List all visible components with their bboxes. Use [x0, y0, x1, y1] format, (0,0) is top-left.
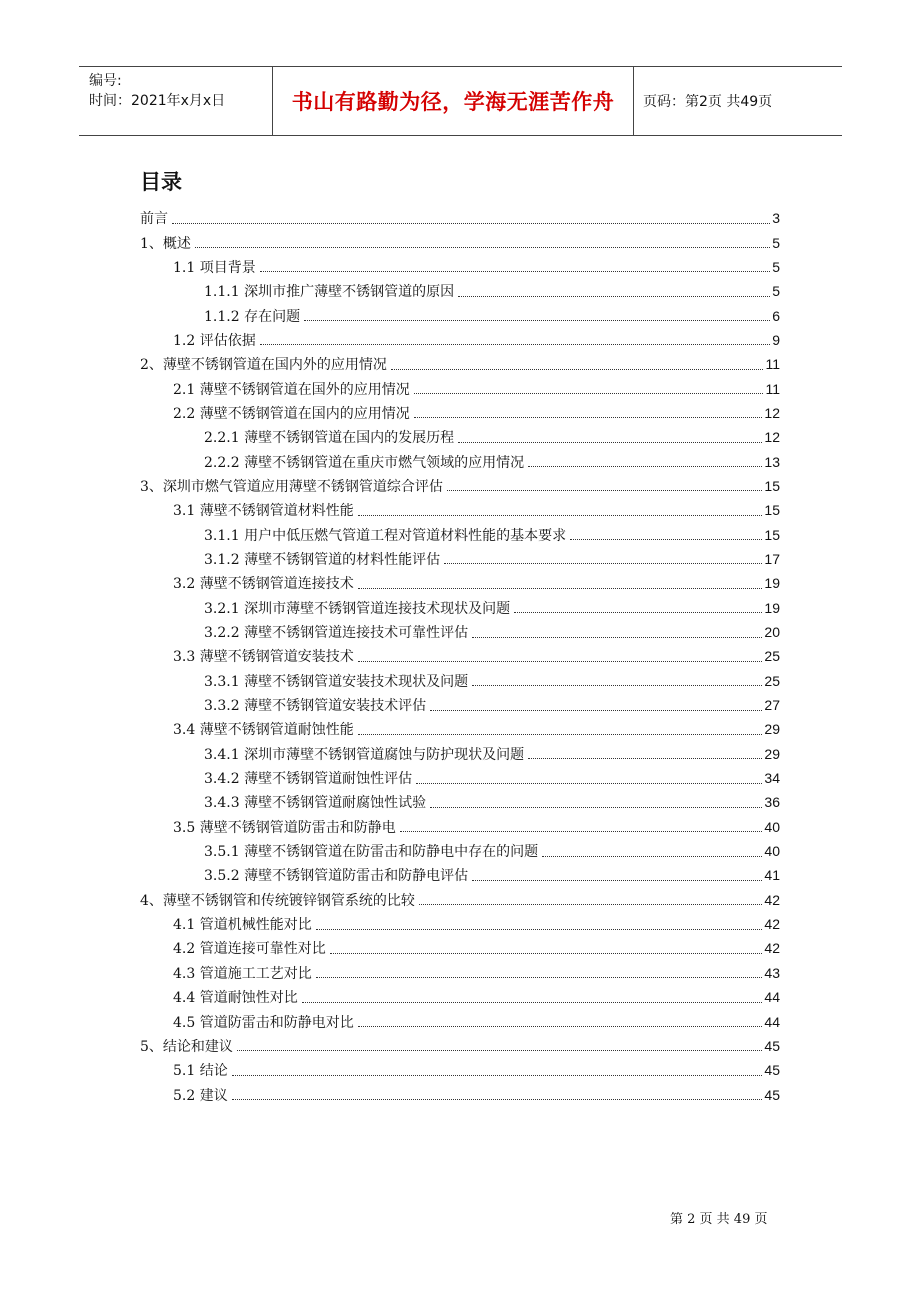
toc-dot-leader	[316, 919, 763, 930]
toc-entry[interactable]	[140, 1082, 780, 1106]
toc-entry-page: 42	[764, 916, 780, 933]
toc-dot-leader	[414, 407, 763, 418]
toc-entry-label: 5.2 建议	[173, 1087, 228, 1104]
toc-entry-label: 3.5.2 薄壁不锈钢管道防雷击和防静电评估	[204, 868, 469, 885]
toc-dot-leader	[419, 894, 763, 905]
toc-entry-page: 45	[764, 1086, 780, 1103]
toc-dot-leader	[430, 797, 762, 808]
toc-entry[interactable]	[140, 230, 780, 254]
toc-dot-leader	[172, 213, 770, 224]
toc-entry-label: 3.2.2 薄壁不锈钢管道连接技术可靠性评估	[204, 625, 469, 642]
toc-entry-label: 4.2 管道连接可靠性对比	[173, 941, 326, 958]
toc-entry-page: 15	[764, 502, 780, 519]
toc-dot-leader	[472, 627, 762, 638]
toc-entry-page: 5	[772, 234, 780, 251]
toc-dot-leader	[232, 1065, 763, 1076]
toc-entry-label: 3.2 薄壁不锈钢管道连接技术	[173, 576, 354, 593]
toc-dot-leader	[260, 261, 770, 272]
toc-dot-leader	[302, 992, 763, 1003]
toc-entry[interactable]	[140, 328, 780, 352]
toc-entry-label: 4、薄壁不锈钢管和传统镀锌钢管系统的比较	[140, 892, 415, 909]
toc-entry-page: 9	[772, 331, 780, 348]
toc-entry-page: 20	[764, 624, 780, 641]
toc-dot-leader	[416, 773, 762, 784]
toc-entry-label: 3.2.1 深圳市薄壁不锈钢管道连接技术现状及问题	[204, 600, 511, 617]
toc-dot-leader	[391, 359, 764, 370]
toc-dot-leader	[570, 529, 762, 540]
header-meta	[79, 67, 272, 135]
toc-entry-page: 41	[764, 867, 780, 884]
toc-entry-page: 40	[764, 818, 780, 835]
toc-entry[interactable]	[140, 279, 780, 303]
toc-entry[interactable]	[140, 1009, 780, 1033]
toc-dot-leader	[528, 748, 762, 759]
toc-entry-page: 45	[764, 1062, 780, 1079]
toc-entry[interactable]	[140, 1058, 780, 1082]
toc-entry-label: 4.1 管道机械性能对比	[173, 917, 312, 934]
toc-entry[interactable]	[140, 669, 780, 693]
toc-dot-leader	[330, 943, 763, 954]
toc-entry-page: 44	[764, 989, 780, 1006]
toc-entry[interactable]	[140, 303, 780, 327]
toc-dot-leader	[195, 237, 770, 248]
toc-dot-leader	[430, 700, 762, 711]
toc-entry[interactable]	[140, 498, 780, 522]
toc-entry[interactable]	[140, 206, 780, 230]
toc-entry-label: 2.2 薄壁不锈钢管道在国内的应用情况	[173, 405, 410, 422]
toc-entry-page: 15	[764, 477, 780, 494]
toc-entry[interactable]	[140, 425, 780, 449]
toc-entry[interactable]	[140, 766, 780, 790]
toc-entry[interactable]	[140, 742, 780, 766]
toc-entry-label: 5、结论和建议	[140, 1038, 233, 1055]
toc-entry-label: 3.3.2 薄壁不锈钢管道安装技术评估	[204, 698, 427, 715]
toc-entry-label: 1.1 项目背景	[173, 259, 256, 276]
toc-entry[interactable]	[140, 620, 780, 644]
toc-entry-label: 3、深圳市燃气管道应用薄壁不锈钢管道综合评估	[140, 478, 443, 495]
page-footer: 第 2 页 共 49 页	[670, 1212, 768, 1227]
toc-dot-leader	[304, 310, 770, 321]
toc-entry-page: 17	[764, 550, 780, 567]
toc-entry-page: 25	[764, 672, 780, 689]
toc-entry[interactable]	[140, 474, 780, 498]
toc-dot-leader	[542, 846, 762, 857]
toc-dot-leader	[444, 553, 762, 564]
toc-dot-leader	[447, 480, 763, 491]
serial-number-label: 编号:	[89, 73, 122, 89]
toc-entry-label: 2、薄壁不锈钢管道在国内外的应用情况	[140, 357, 387, 374]
toc-entry-page: 25	[764, 648, 780, 665]
toc-dot-leader	[232, 1089, 763, 1100]
toc-entry-page: 15	[764, 526, 780, 543]
toc-entry[interactable]	[140, 839, 780, 863]
toc-dot-leader	[358, 578, 763, 589]
toc-dot-leader	[358, 1016, 763, 1027]
toc-entry-label: 3.1.2 薄壁不锈钢管道的材料性能评估	[204, 551, 441, 568]
toc-entry-page: 40	[764, 843, 780, 860]
toc-entry-page: 42	[764, 891, 780, 908]
toc-entry[interactable]	[140, 1034, 780, 1058]
toc-dot-leader	[260, 334, 770, 345]
table-of-contents	[140, 206, 780, 1107]
toc-entry-page: 6	[772, 307, 780, 324]
header-page-info: 页码：第2页 共49页	[643, 94, 773, 110]
toc-dot-leader	[528, 456, 762, 467]
toc-entry[interactable]	[140, 717, 780, 741]
toc-entry-page: 27	[764, 697, 780, 714]
document-header	[79, 66, 842, 136]
toc-entry-label: 3.3 薄壁不锈钢管道安装技术	[173, 649, 354, 666]
toc-entry-label: 2.1 薄壁不锈钢管道在国外的应用情况	[173, 381, 410, 398]
toc-entry-label: 3.1 薄壁不锈钢管道材料性能	[173, 503, 354, 520]
toc-entry-label: 3.1.1 用户中低压燃气管道工程对管道材料性能的基本要求	[204, 527, 567, 544]
toc-entry-label: 3.4.3 薄壁不锈钢管道耐腐蚀性试验	[204, 795, 427, 812]
toc-dot-leader	[400, 821, 763, 832]
toc-dot-leader	[358, 505, 763, 516]
toc-entry-label: 前言	[140, 211, 168, 228]
toc-entry-label: 4.4 管道耐蚀性对比	[173, 990, 298, 1007]
toc-entry-page: 11	[765, 356, 780, 373]
toc-entry-label: 1、概述	[140, 235, 191, 252]
toc-entry[interactable]	[140, 912, 780, 936]
toc-entry[interactable]	[140, 352, 780, 376]
toc-entry-label: 3.5 薄壁不锈钢管道防雷击和防静电	[173, 819, 396, 836]
toc-entry[interactable]	[140, 985, 780, 1009]
toc-entry-label: 1.2 评估依据	[173, 332, 256, 349]
header-motto: 书山有路勤为径，学海无涯苦作舟	[272, 67, 634, 135]
toc-entry-page: 13	[764, 453, 780, 470]
toc-entry-label: 3.4.2 薄壁不锈钢管道耐蚀性评估	[204, 771, 413, 788]
toc-entry-page: 12	[764, 429, 780, 446]
toc-entry[interactable]	[140, 522, 780, 546]
toc-dot-leader	[472, 870, 762, 881]
toc-dot-leader	[358, 651, 763, 662]
toc-entry[interactable]	[140, 449, 780, 473]
toc-entry-page: 12	[764, 404, 780, 421]
toc-entry-page: 36	[764, 794, 780, 811]
toc-entry[interactable]	[140, 790, 780, 814]
toc-entry-page: 29	[764, 721, 780, 738]
toc-entry-page: 19	[764, 575, 780, 592]
toc-entry-page: 42	[764, 940, 780, 957]
toc-dot-leader	[472, 675, 762, 686]
toc-entry-label: 4.3 管道施工工艺对比	[173, 965, 312, 982]
toc-entry[interactable]	[140, 547, 780, 571]
toc-entry-label: 1.1.2 存在问题	[204, 308, 301, 325]
toc-entry[interactable]	[140, 961, 780, 985]
toc-entry[interactable]	[140, 571, 780, 595]
date-label: 时间：2021年x月x日	[89, 93, 226, 109]
toc-entry-page: 3	[772, 210, 780, 227]
toc-entry-page: 45	[764, 1037, 780, 1054]
toc-entry[interactable]	[140, 815, 780, 839]
toc-entry-label: 3.3.1 薄壁不锈钢管道安装技术现状及问题	[204, 673, 469, 690]
toc-entry-page: 29	[764, 745, 780, 762]
toc-entry-page: 44	[764, 1013, 780, 1030]
toc-entry[interactable]	[140, 401, 780, 425]
toc-entry-label: 2.2.1 薄壁不锈钢管道在国内的发展历程	[204, 430, 455, 447]
toc-dot-leader	[458, 286, 770, 297]
toc-entry-page: 43	[764, 964, 780, 981]
toc-entry-label: 3.5.1 薄壁不锈钢管道在防雷击和防静电中存在的问题	[204, 844, 539, 861]
toc-dot-leader	[316, 967, 763, 978]
toc-entry[interactable]	[140, 255, 780, 279]
toc-entry-label: 4.5 管道防雷击和防静电对比	[173, 1014, 354, 1031]
toc-dot-leader	[237, 1040, 763, 1051]
toc-entry-label: 3.4.1 深圳市薄壁不锈钢管道腐蚀与防护现状及问题	[204, 746, 525, 763]
toc-dot-leader	[458, 432, 762, 443]
toc-entry-page: 34	[764, 770, 780, 787]
toc-title: 目录	[140, 170, 182, 194]
toc-entry[interactable]	[140, 693, 780, 717]
toc-dot-leader	[514, 602, 762, 613]
toc-entry-label: 3.4 薄壁不锈钢管道耐蚀性能	[173, 722, 354, 739]
toc-entry-page: 11	[765, 380, 780, 397]
toc-entry[interactable]	[140, 888, 780, 912]
toc-dot-leader	[414, 383, 764, 394]
toc-entry[interactable]	[140, 863, 780, 887]
toc-entry-page: 5	[772, 283, 780, 300]
toc-entry[interactable]	[140, 376, 780, 400]
toc-entry[interactable]	[140, 644, 780, 668]
toc-entry[interactable]	[140, 936, 780, 960]
toc-entry-label: 2.2.2 薄壁不锈钢管道在重庆市燃气领域的应用情况	[204, 454, 525, 471]
toc-entry-page: 5	[772, 258, 780, 275]
toc-entry-label: 5.1 结论	[173, 1063, 228, 1080]
toc-entry-label: 1.1.1 深圳市推广薄壁不锈钢管道的原因	[204, 284, 455, 301]
toc-dot-leader	[358, 724, 763, 735]
toc-entry-page: 19	[764, 599, 780, 616]
toc-entry[interactable]	[140, 596, 780, 620]
